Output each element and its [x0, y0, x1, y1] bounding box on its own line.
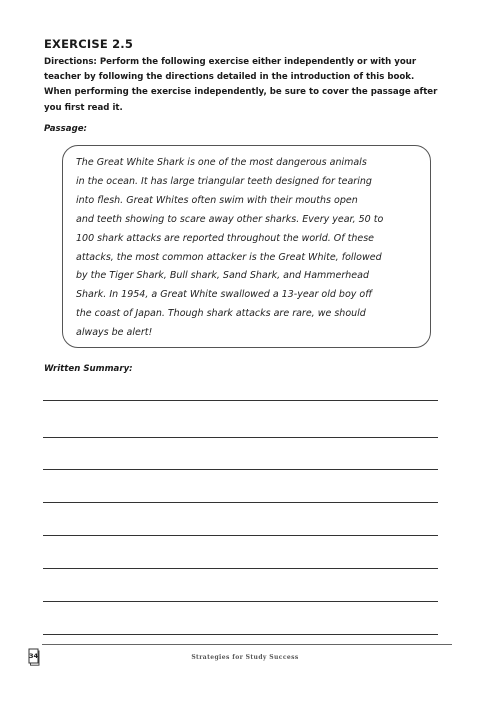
exercise-title: EXERCISE 2.5 — [44, 37, 134, 51]
passage-text: The Great White Shark is one of the most dangerous animals in the ocean. It has large triangular teeth designed for tearing into flesh. Great Whites often swim with their mouths open and teeth showing to scare away other sharks. Every year, 50 to 100 shark attacks are reported throughout the world. Of these attacks, the most common attacker is the Great White, followed by the Tiger Shark, Bull shark, Sand Shark, and Hammerhead Shark. In 1954, a Great White swallowed a 13-year old boy off the coast of Japan. Though shark attacks are rare, we should always be alert! — [76, 157, 384, 339]
summary-writing-line — [43, 437, 438, 438]
summary-writing-line — [43, 601, 438, 602]
summary-writing-line — [43, 568, 438, 569]
summary-writing-line — [43, 535, 438, 536]
summary-writing-line — [43, 400, 438, 401]
written-summary-label: Written Summary: — [44, 364, 133, 374]
footer-rule — [42, 644, 452, 645]
summary-writing-line — [43, 469, 438, 470]
summary-writing-line — [43, 502, 438, 503]
footer-book-title: Strategies for Study Success — [191, 654, 299, 661]
passage-label: Passage: — [44, 124, 87, 134]
summary-writing-line — [43, 634, 438, 635]
page-number: 34 — [28, 652, 39, 660]
exercise-directions: Directions: Perform the following exercise either independently or with your teacher by following the directions detailed in the introduction of this book. When performing the exercise independently, be sure to cover the passage after you first read it. — [44, 57, 438, 113]
